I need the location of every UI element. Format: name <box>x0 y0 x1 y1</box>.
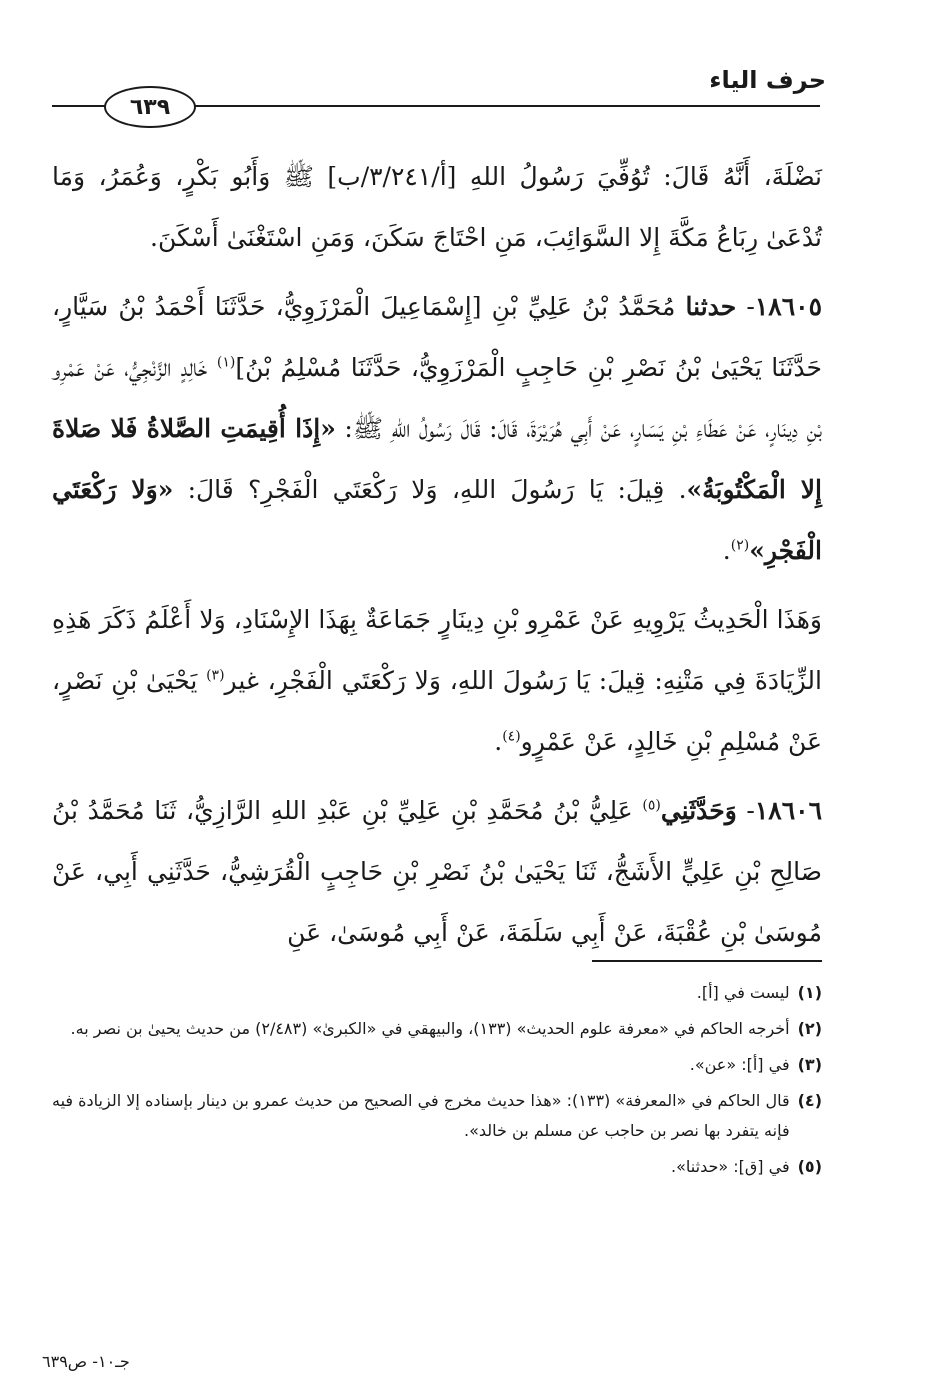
hadith-number: ١٨٦٠٥ <box>754 292 823 321</box>
footnotes <box>52 978 822 1188</box>
footnote-text: أخرجه الحاكم في «معرفة علوم الحديث» (١٣٣)، والبيهقي في «الكبرىٰ» (٢/٤٨٣) من حديث يحيىٰ بن نصر به. <box>70 1019 790 1038</box>
chapter-title: حرف الياء <box>709 66 826 94</box>
footnote-2 <box>52 1014 822 1044</box>
hadith-text: خَالِدٍ الزَّنْجِيُّ، عَنْ عَمْرِو بْنِ دِينَارٍ، عَنْ عَطَاءِ بْنِ يَسَارٍ، عَنْ أَبِي هُرَيْرَةَ، قَالَ: قَالَ رَسُولُ اللهِ ﷺ: <box>52 353 823 443</box>
footnote-number: (٤) <box>797 1091 822 1110</box>
hadith-lead: حدثنا <box>685 292 737 321</box>
footnote-ref-2[interactable]: (٢) <box>730 537 750 554</box>
footnote-ref-4[interactable]: (٤) <box>502 728 521 745</box>
footnote-number: (١) <box>797 983 822 1002</box>
hadith-text: عَلِيُّ بْنُ مُحَمَّدِ بْنِ عَلِيِّ بْنِ عَبْدِ اللهِ الرَّازِيُّ، ثَنَا مُحَمَّدُ بْنُ صَالِحِ بْنِ عَلِيٍّ الأَشَجُّ، ثَنَا يَحْيَىٰ بْنُ نَصْرِ بْنِ حَاجِبٍ الْقُرَشِيُّ، حَدَّثَنِي أَبِي، عَنْ مُوسَىٰ بْنِ عُقْبَةَ، عَنْ أَبِي سَلَمَةَ، عَنْ أَبِي مُوسَىٰ، عَنِ <box>52 796 822 947</box>
footnote-text: في [أ]: «عن». <box>689 1055 790 1074</box>
footnote-text: ليست في [أ]. <box>696 983 790 1002</box>
commentary-text: . <box>494 727 503 756</box>
page-number-badge <box>104 86 196 128</box>
footnote-ref-1[interactable]: (١) <box>216 354 236 371</box>
paragraph-1-text: نَضْلَةَ، أَنَّهُ قَالَ: تُوُفِّيَ رَسُولُ اللهِ [أ/٣/٢٤١/ب] ﷺ وَأَبُو بَكْرٍ، وَعُمَرُ، وَمَا تُدْعَىٰ رِبَاعُ مَكَّةَ إِلا السَّوَائِبَ، مَنِ احْتَاجَ سَكَنَ، وَمَنِ اسْتَغْنَىٰ أَسْكَنَ. <box>52 162 822 252</box>
footnote-number: (٥) <box>797 1157 822 1176</box>
hadith-text: . قِيلَ: يَا رَسُولَ اللهِ، وَلا رَكْعَتَي الْفَجْرِ؟ قَالَ: <box>187 475 687 504</box>
hadith-lead: وَحَدَّثَنِي <box>660 796 737 825</box>
footnote-number: (٢) <box>797 1019 822 1038</box>
footnote-ref-5[interactable]: (٥) <box>642 797 661 814</box>
footnote-number: (٣) <box>797 1055 822 1074</box>
volume-page-signature: جـ١٠- ص٦٣٩ <box>42 1352 130 1371</box>
main-text <box>52 146 822 971</box>
hadith-text: . <box>722 536 731 565</box>
commentary-paragraph <box>52 589 822 772</box>
commentary-text: يَحْيَىٰ بْنِ نَصْرٍ، عَنْ مُسْلِمِ بْنِ خَالِدٍ، عَنْ عَمْرٍو <box>52 666 822 756</box>
commentary-text: وَهَذَا الْحَدِيثُ يَرْوِيهِ عَنْ عَمْرِو بْنِ دِينَارٍ جَمَاعَةٌ بِهَذَا الإِسْنَادِ، وَلا أَعْلَمُ ذَكَرَ هَذِهِ الزِّيَادَةَ فِي مَتْنِهِ: قِيلَ: يَا رَسُولَ اللهِ، وَلا رَكْعَتَي الْفَجْرِ، غير <box>52 605 822 695</box>
footnote-5 <box>52 1152 822 1182</box>
footnote-ref-3[interactable]: (٣) <box>206 667 225 684</box>
hadith-18605: ١٨٦٠٥- حدثنا مُحَمَّدُ بْنُ عَلِيِّ بْنِ [إِسْمَاعِيلَ الْمَرْزَوِيُّ، حَدَّثَنَا أَحْمَدُ بْنُ سَيَّارٍ، حَدَّثَنَا يَحْيَىٰ بْنُ نَصْرِ بْنِ حَاجِبٍ الْمَرْزَوِيُّ، حَدَّثَنَا مُسْلِمُ بْنُ]$^{(١)}$ خَالِدٍ الزَّنْجِيُّ، عَنْ عَمْرِو بْنِ دِينَارٍ، عَنْ عَطَاءِ بْنِ يَسَارٍ، عَنْ أَبِي هُرَيْرَةَ، قَالَ: قَالَ رَسُولُ اللهِ ﷺ: «إِذَا أُقِيمَتِ الصَّلاةُ فَلا صَلاةَ إِلا الْمَكْتُوبَةُ». قِيلَ: يَا رَسُولَ اللهِ، وَلا رَكْعَتَي الْفَجْرِ؟ قَالَ: «وَلا رَكْعَتَي الْفَجْرِ»$^{(٢)}$. <box>52 292 823 565</box>
paragraph-1 <box>52 146 822 268</box>
footnote-text: في [ق]: «حدثنا». <box>671 1157 790 1176</box>
hadith-quote: «إِذَا أُقِيمَتِ الصَّلاةُ فَلا صَلاةَ إِلا الْمَكْتُوبَةُ» <box>52 414 822 504</box>
page-number: ٦٣٩ <box>129 94 171 120</box>
footnote-4 <box>52 1086 822 1146</box>
footnote-separator <box>592 960 822 962</box>
footnote-3 <box>52 1050 822 1080</box>
hadith-text: مُحَمَّدُ بْنُ عَلِيِّ بْنِ [إِسْمَاعِيلَ الْمَرْزَوِيُّ، حَدَّثَنَا أَحْمَدُ بْنُ سَيَّارٍ، حَدَّثَنَا يَحْيَىٰ بْنُ نَصْرِ بْنِ حَاجِبٍ الْمَرْزَوِيُّ، حَدَّثَنَا مُسْلِمُ بْنُ] <box>52 292 822 382</box>
hadith-number: ١٨٦٠٦ <box>754 796 822 825</box>
hadith-quote: «وَلا رَكْعَتَي الْفَجْرِ» <box>52 475 822 565</box>
hadith-18606: ١٨٦٠٦- وَحَدَّثَنِي$^{(٥)}$ عَلِيُّ بْنُ مُحَمَّدِ بْنِ عَلِيِّ بْنِ عَبْدِ اللهِ الرَّازِيُّ، ثَنَا مُحَمَّدُ بْنُ صَالِحِ بْنِ عَلِيٍّ الأَشَجُّ، ثَنَا يَحْيَىٰ بْنُ نَصْرِ بْنِ حَاجِبٍ الْقُرَشِيُّ، حَدَّثَنِي أَبِي، عَنْ مُوسَىٰ بْنِ عُقْبَةَ، عَنْ أَبِي سَلَمَةَ، عَنْ أَبِي مُوسَىٰ، عَنِ <box>52 796 822 947</box>
footnote-1 <box>52 978 822 1008</box>
footnote-text: قال الحاكم في «المعرفة» (١٣٣): «هذا حديث مخرج في الصحيح من حديث عمرو بن دينار بإسناده إلا الزيادة فيه فإنه يتفرد بها نصر بن حاجب عن مسلم بن خالد». <box>52 1091 790 1140</box>
